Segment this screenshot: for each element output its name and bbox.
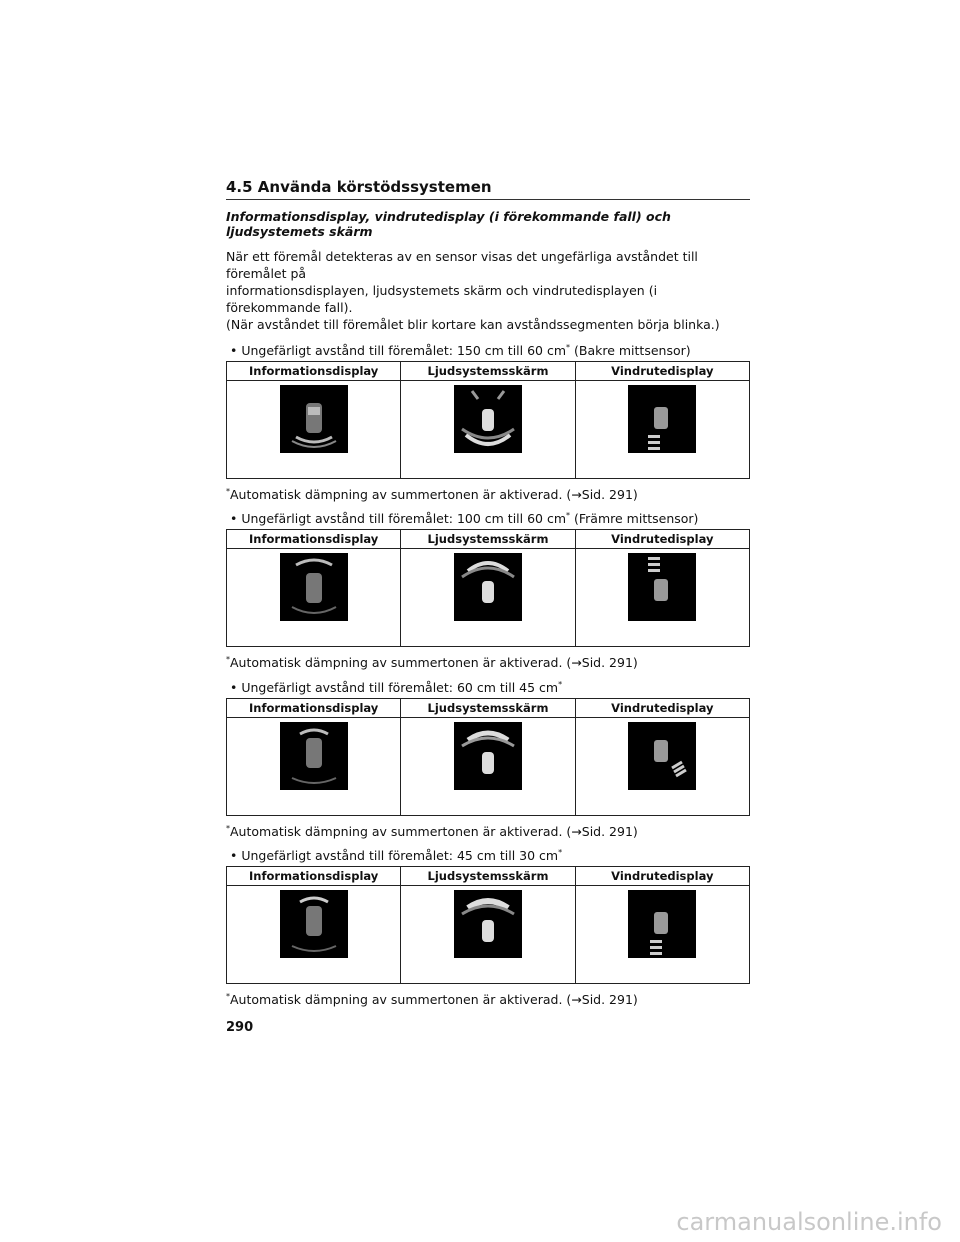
audio-screen-image — [454, 722, 522, 790]
head-up-display-image — [628, 722, 696, 790]
distance-bullet: • Ungefärligt avstånd till föremålet: 45 cm till 30 cm* — [230, 847, 563, 864]
distance-bullet: • Ungefärligt avstånd till föremålet: 60 cm till 45 cm* — [230, 679, 563, 695]
audio-screen-image — [454, 553, 522, 621]
column-header-head-up-display: Vindrutedisplay — [575, 698, 749, 717]
distance-bullet: • Ungefärligt avstånd till föremålet: 150 cm till 60 cm* (Bakre mittsensor) — [230, 343, 691, 359]
head-up-display-image — [628, 553, 696, 621]
display-table — [226, 866, 750, 984]
display-table — [226, 361, 750, 479]
distance-bullet: • Ungefärligt avstånd till föremålet: 100 cm till 60 cm* (Främre mittsensor) — [230, 511, 699, 527]
column-header-information-display: Informationsdisplay — [227, 362, 401, 381]
display-table — [226, 529, 750, 647]
head-up-display-image — [628, 890, 696, 958]
footnote: *Automatisk dämpning av summertonen är aktiverad. (→Sid. 291) — [226, 487, 638, 503]
page-number: 290 — [226, 1020, 254, 1035]
column-header-information-display: Informationsdisplay — [227, 698, 401, 717]
intro-line: informationsdisplayen, ljudsystemets skärm och vindrutedisplayen (i förekommande fall). — [226, 283, 658, 315]
watermark: carmanualsonline.info — [676, 1208, 942, 1236]
footnote: *Automatisk dämpning av summertonen är aktiverad. (→Sid. 291) — [226, 823, 638, 839]
subheading: Informationsdisplay, vindrutedisplay (i förekommande fall) och ljudsystemets skärm — [226, 209, 671, 239]
column-header-head-up-display: Vindrutedisplay — [575, 867, 749, 886]
information-display-image — [280, 890, 348, 958]
intro-line: (När avståndet till föremålet blir kortare kan avståndssegmenten börja blinka.) — [226, 317, 720, 332]
column-header-audio-screen: Ljudsystemsskärm — [401, 530, 575, 549]
footnote: *Automatisk dämpning av summertonen är aktiverad. (→Sid. 291) — [226, 992, 638, 1008]
manual-page — [226, 178, 750, 1012]
information-display-image — [280, 553, 348, 621]
footnote: *Automatisk dämpning av summertonen är aktiverad. (→Sid. 291) — [226, 655, 638, 671]
section-title: 4.5 Använda körstödssystemen — [226, 178, 750, 200]
information-display-image — [280, 722, 348, 790]
column-header-audio-screen: Ljudsystemsskärm — [401, 362, 575, 381]
audio-screen-image — [454, 890, 522, 958]
column-header-head-up-display: Vindrutedisplay — [575, 530, 749, 549]
display-table — [226, 698, 750, 816]
column-header-audio-screen: Ljudsystemsskärm — [401, 867, 575, 886]
column-header-head-up-display: Vindrutedisplay — [575, 362, 749, 381]
intro-line: När ett föremål detekteras av en sensor visas det ungefärliga avståndet till föremålet på — [226, 249, 698, 281]
head-up-display-image — [628, 385, 696, 453]
column-header-information-display: Informationsdisplay — [227, 530, 401, 549]
information-display-image — [280, 385, 348, 453]
column-header-information-display: Informationsdisplay — [227, 867, 401, 886]
column-header-audio-screen: Ljudsystemsskärm — [401, 698, 575, 717]
audio-screen-image — [454, 385, 522, 453]
intro-paragraph — [226, 248, 750, 333]
